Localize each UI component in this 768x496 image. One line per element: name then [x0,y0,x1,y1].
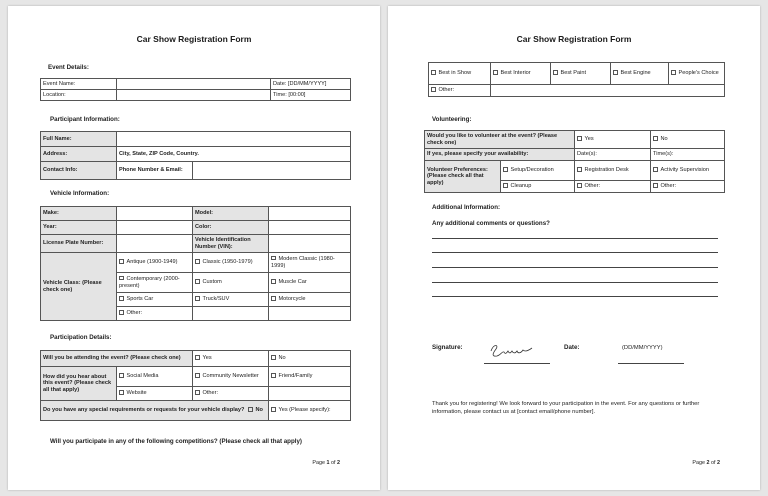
volunteering-table [424,130,725,193]
date-label: Date: [564,344,580,351]
checkbox-icon[interactable] [577,167,582,172]
checkbox-icon[interactable] [195,373,200,378]
preferences-label: Volunteer Preferences: (Please check all that apply) [425,161,501,193]
page-2 [388,6,760,490]
competition-option[interactable]: People's Choice [669,63,725,85]
event-details-table [40,78,351,101]
signature-label: Signature: [432,344,463,351]
contact-field[interactable] [193,162,351,180]
checkbox-icon[interactable] [577,183,582,188]
competition-option[interactable]: Best Paint [551,63,611,85]
event-name-label: Event Name: [41,79,117,90]
participation-table [40,350,351,421]
checkbox-icon[interactable] [119,390,124,395]
checkbox-icon[interactable] [119,259,124,264]
vehicle-table [40,206,351,321]
checkbox-icon[interactable] [271,373,276,378]
color-field[interactable] [269,221,351,235]
date-line[interactable] [618,363,684,364]
checkbox-icon[interactable] [271,355,276,360]
hear-option[interactable]: Community Newsletter [193,367,269,387]
class-option[interactable]: Contemporary (2000-present) [117,273,193,293]
event-date-field[interactable]: Date: [DD/MM/YYYY] [271,79,351,90]
participant-table [40,131,351,180]
section-heading-event: Event Details: [48,64,89,71]
pref-option[interactable]: Registration Desk [575,161,651,181]
competition-option[interactable]: Best Interior [491,63,551,85]
page-title: Car Show Registration Form [516,34,632,44]
volunteer-yes[interactable]: Yes [575,131,651,149]
class-option[interactable]: Other: [117,307,193,321]
checkbox-icon[interactable] [119,296,124,301]
hear-option[interactable]: Other: [193,387,269,401]
pref-option[interactable]: Activity Supervision [651,161,725,181]
comment-line[interactable] [432,282,718,283]
special-question: Do you have any special requirements or requests for your vehicle display? No [41,401,269,421]
contact-label: Contact Info: [41,162,117,180]
signature-line[interactable] [484,363,550,364]
competition-option[interactable]: Best in Show [429,63,491,85]
pref-option[interactable]: Other: [651,181,725,193]
pref-option[interactable]: Cleanup [501,181,575,193]
plate-label: License Plate Number: [41,235,117,253]
page-1 [8,6,380,490]
checkbox-icon[interactable] [271,407,276,412]
section-heading-vehicle: Vehicle Information: [50,190,110,197]
competition-option[interactable]: Other: [429,85,491,97]
class-option[interactable]: Custom [193,273,269,293]
section-heading-additional: Additional Information: [432,204,501,211]
times-field[interactable]: Time(s): [651,149,725,161]
color-label: Color: [193,221,269,235]
address-label: Address: [41,147,117,162]
checkbox-icon[interactable] [503,183,508,188]
date-placeholder: (DD/MM/YYYY) [622,345,663,351]
class-option[interactable]: Sports Car [117,293,193,307]
checkbox-icon[interactable] [493,70,498,75]
attend-yes[interactable]: Yes [193,351,269,367]
section-heading-participation: Participation Details: [50,334,112,341]
year-label: Year: [41,221,117,235]
volunteer-question: Would you like to volunteer at the event? (Please check one) [425,131,575,149]
vin-label: Vehicle Identification Number (VIN): [193,235,269,253]
checkbox-icon[interactable] [195,296,200,301]
checkbox-icon[interactable] [195,355,200,360]
signature-image [488,339,536,363]
hear-option[interactable]: Social Media [117,367,193,387]
class-blank [269,307,351,321]
competition-other-field[interactable] [491,85,725,97]
year-field[interactable] [117,221,193,235]
address-field[interactable]: City, State, ZIP Code, Country. [117,147,351,162]
comment-line[interactable] [432,267,718,268]
page-title: Car Show Registration Form [136,34,252,44]
event-name-field[interactable] [117,79,271,90]
vin-field[interactable] [269,235,351,253]
checkbox-icon[interactable] [613,70,618,75]
checkbox-icon[interactable] [271,296,276,301]
contact-hint: Phone Number & Email: [117,162,193,180]
checkbox-icon[interactable] [653,136,658,141]
page-footer: Page 1 of 2 [312,460,340,466]
special-yes[interactable]: Yes (Please specify): [269,401,351,421]
competitions-table [428,62,725,97]
hear-option[interactable]: Friend/Family [269,367,351,387]
checkbox-icon[interactable] [553,70,558,75]
comments-question: Any additional comments or questions? [432,220,550,227]
checkbox-icon[interactable] [195,259,200,264]
comment-line[interactable] [432,252,718,253]
comment-line[interactable] [432,238,718,239]
full-name-label: Full Name: [41,132,117,147]
hear-option[interactable]: Website [117,387,193,401]
model-label: Model: [193,207,269,221]
checkbox-icon[interactable] [653,183,658,188]
vehicle-class-label: Vehicle Class: (Please check one) [41,253,117,321]
checkbox-icon[interactable] [248,407,253,412]
class-option[interactable]: Truck/SUV [193,293,269,307]
availability-label: If yes, please specify your availability: [425,149,575,161]
full-name-field[interactable] [117,132,351,147]
class-blank [193,307,269,321]
checkbox-icon[interactable] [271,279,276,284]
pref-option[interactable]: Setup/Decoration [501,161,575,181]
dates-field[interactable]: Date(s): [575,149,651,161]
checkbox-icon[interactable] [577,136,582,141]
make-label: Make: [41,207,117,221]
pref-option[interactable]: Other: [575,181,651,193]
attend-no[interactable]: No [269,351,351,367]
section-heading-participant: Participant Information: [50,116,120,123]
section-heading-volunteering: Volunteering: [432,116,472,123]
plate-field[interactable] [117,235,193,253]
page-footer: Page 2 of 2 [692,460,720,466]
competition-option[interactable]: Best Engine [611,63,669,85]
checkbox-icon[interactable] [653,167,658,172]
class-option[interactable]: Modern Classic (1980-1999) [269,253,351,273]
hear-question: How did you hear about this event? (Please check all that apply) [41,367,117,401]
checkbox-icon[interactable] [119,373,124,378]
checkbox-icon[interactable] [503,167,508,172]
class-option[interactable]: Antique (1900-1949) [117,253,193,273]
class-option[interactable]: Classic (1950-1979) [193,253,269,273]
checkbox-icon[interactable] [431,70,436,75]
thank-you-note: Thank you for registering! We look forward to your participation in the event. For any questions or further information, please contact us at [contact email/phone number]. [432,401,700,415]
hear-blank [269,387,351,401]
checkbox-icon[interactable] [195,279,200,284]
checkbox-icon[interactable] [195,390,200,395]
checkbox-icon[interactable] [671,70,676,75]
location-label: Location: [41,90,117,101]
class-option[interactable]: Muscle Car [269,273,351,293]
location-field[interactable] [117,90,271,101]
model-field[interactable] [269,207,351,221]
checkbox-icon[interactable] [119,310,124,315]
checkbox-icon[interactable] [431,87,436,92]
event-time-field[interactable]: Time: [00:00] [271,90,351,101]
comment-line[interactable] [432,296,718,297]
checkbox-icon[interactable] [271,256,276,261]
checkbox-icon[interactable] [119,276,124,281]
volunteer-no[interactable]: No [651,131,725,149]
class-option[interactable]: Motorcycle [269,293,351,307]
competitions-question: Will you participate in any of the following competitions? (Please check all that apply) [50,438,302,445]
make-field[interactable] [117,207,193,221]
attend-question: Will you be attending the event? (Please check one) [41,351,193,367]
